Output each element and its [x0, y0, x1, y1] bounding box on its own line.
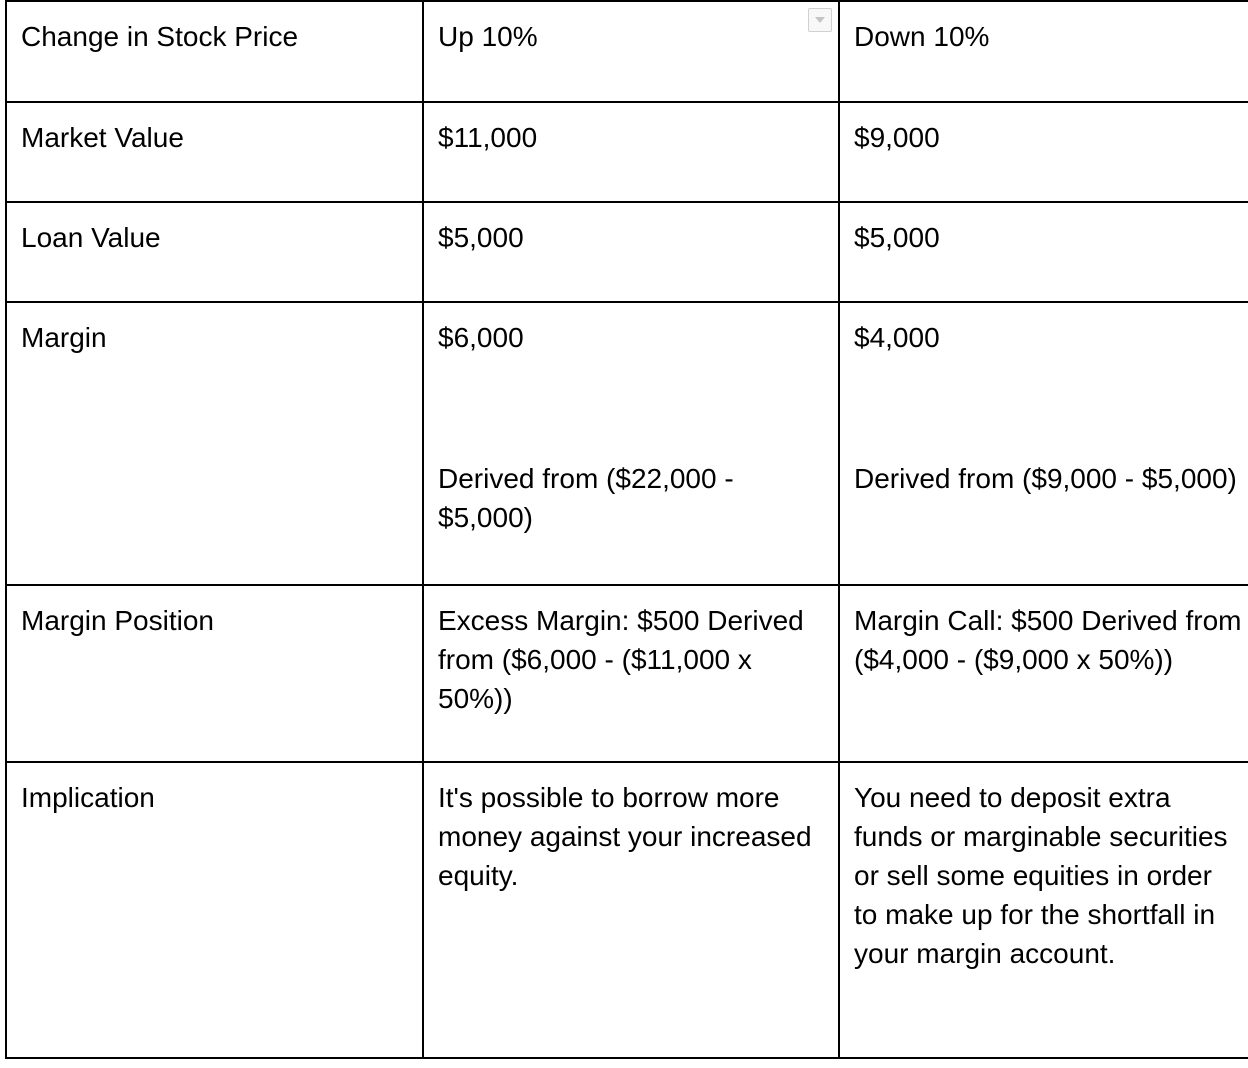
margin-up-cell[interactable]: [423, 302, 839, 585]
chevron-down-icon[interactable]: [808, 8, 832, 32]
table-row: [6, 102, 1248, 202]
table-row: [6, 302, 1248, 585]
margin-position-up[interactable]: Excess Margin: $500 Derived from ($6,000 - ($11,000 x 50%)): [423, 585, 839, 762]
market-value-up[interactable]: $11,000: [423, 102, 839, 202]
margin-up-value: $6,000: [438, 322, 524, 353]
loan-value-up[interactable]: $5,000: [423, 202, 839, 302]
header-up-cell[interactable]: Up 10%: [423, 1, 839, 102]
table-row: [6, 762, 1248, 1058]
table-header-row: [6, 1, 1248, 102]
loan-value-down[interactable]: $5,000: [839, 202, 1248, 302]
header-down-cell[interactable]: Down 10%: [839, 1, 1248, 102]
row-label-implication: Implication: [6, 762, 423, 1058]
table-row: [6, 585, 1248, 762]
row-label-margin-position: Margin Position: [6, 585, 423, 762]
market-value-down[interactable]: $9,000: [839, 102, 1248, 202]
margin-down-derived: Derived from ($9,000 - $5,000): [854, 463, 1237, 494]
margin-up-derived: Derived from ($22,000 - $5,000): [438, 463, 734, 533]
row-label-margin: Margin: [6, 302, 423, 585]
margin-comparison-table: [5, 0, 1248, 1059]
table-row: [6, 202, 1248, 302]
margin-position-down[interactable]: Margin Call: $500 Derived from ($4,000 - ($9,000 x 50%)): [839, 585, 1248, 762]
implication-up[interactable]: It's possible to borrow more money against your increased equity.: [423, 762, 839, 1058]
margin-down-value: $4,000: [854, 322, 940, 353]
margin-down-cell[interactable]: [839, 302, 1248, 585]
implication-down[interactable]: You need to deposit extra funds or marginable securities or sell some equities in order to make up for the shortfall in your margin account.: [839, 762, 1248, 1058]
row-label-loan-value: Loan Value: [6, 202, 423, 302]
row-label-market-value: Market Value: [6, 102, 423, 202]
header-label-cell: Change in Stock Price: [6, 1, 423, 102]
